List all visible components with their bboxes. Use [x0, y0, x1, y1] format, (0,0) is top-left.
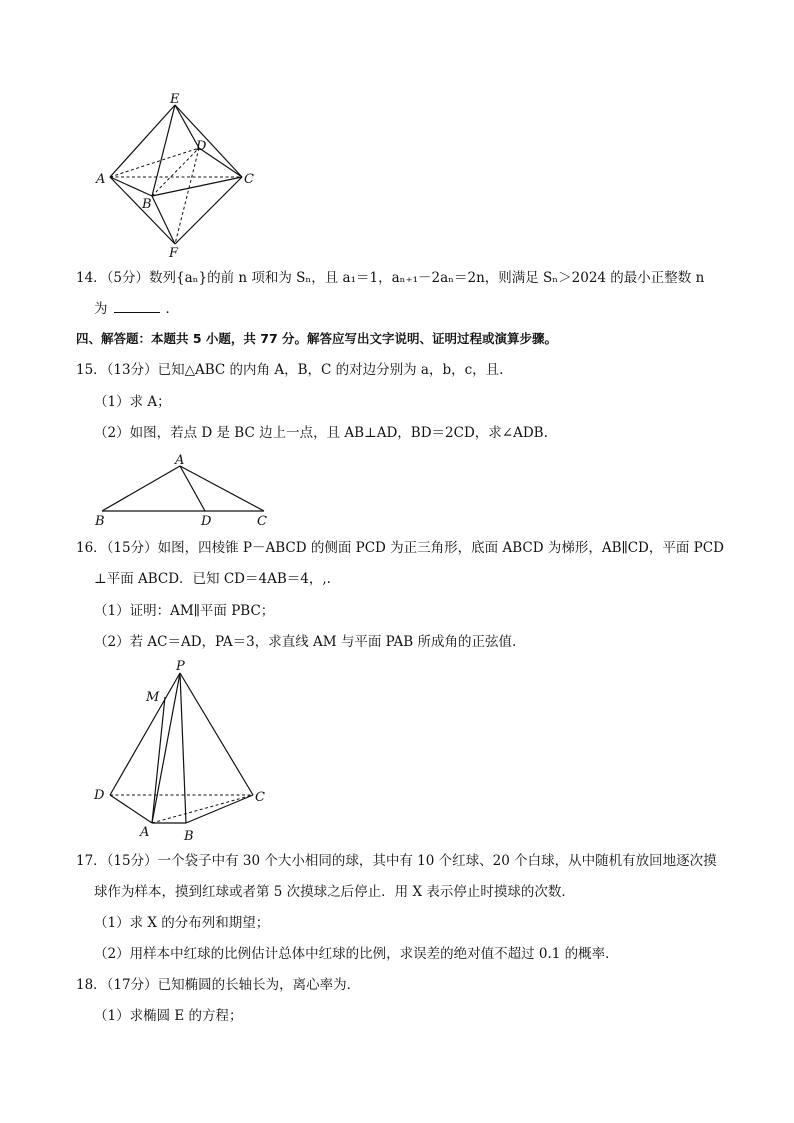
q14-line2 [94, 298, 179, 319]
octahedron-figure [90, 92, 260, 262]
octa-label-e: E [170, 92, 180, 107]
q16-stem-line1: 16．（15分）如图，四棱锥 P－ABCD 的侧面 PCD 为正三角形，底面 ABCD 为梯形，AB∥CD，平面 PCD [76, 540, 724, 556]
triangle-figure [92, 452, 277, 530]
q18-stem: 18．（17分）已知椭圆的长轴长为，离心率为． [76, 977, 361, 993]
q15-stem: 15．（13分）已知△ABC 的内角 A，B，C 的对边分别为 a，b，c，且. [76, 362, 504, 378]
tri-label-c: C [257, 514, 267, 529]
q15-part2: （2）如图，若点 D 是 BC 边上一点，且 AB⊥AD，BD＝2CD，求∠ADB. [94, 425, 548, 441]
octa-label-b: B [142, 197, 152, 212]
pyr-label-c: C [255, 790, 265, 805]
pyr-label-m: M [146, 690, 160, 705]
octa-label-d: D [196, 139, 207, 154]
q16-part1: （1）证明：AM∥平面 PBC； [94, 603, 275, 619]
pyramid-figure [90, 655, 275, 845]
pyr-label-b: B [184, 829, 194, 844]
octa-label-a: A [96, 172, 106, 187]
pyr-label-p: P [176, 659, 185, 674]
tri-label-a: A [175, 453, 185, 468]
section-header: 四、解答题：本题共 5 小题，共 77 分。解答应写出文字说明、证明过程或演算步骤。 [76, 331, 558, 346]
pyr-label-d: D [94, 788, 105, 803]
pyr-label-a: A [140, 825, 150, 840]
tri-label-d: D [201, 514, 212, 529]
q17-stem-line2: 球作为样本，摸到红球或者第 5 次摸球之后停止．用 X 表示停止时摸球的次数． [94, 884, 575, 900]
q17-part1: （1）求 X 的分布列和期望； [94, 915, 270, 931]
q17-stem-line1: 17．（15分）一个袋子中有 30 个大小相同的球，其中有 10 个红球、20 个白球，从中随机有放回地逐次摸 [76, 853, 717, 869]
q14-line1: 14．（5分）数列{aₙ}的前 n 项和为 Sₙ，且 a₁＝1，aₙ₊₁－2aₙ＝2n，则满足 Sₙ＞2024 的最小正整数 n [76, 270, 705, 286]
octa-label-c: C [244, 172, 254, 187]
q16-stem-line2: ⊥平面 ABCD．已知 CD＝4AB＝4，,. [94, 571, 331, 587]
q14-line2-prefix: 为 [94, 301, 108, 317]
q18-part1: （1）求椭圆 E 的方程； [94, 1008, 243, 1024]
q16-part2: （2）若 AC＝AD，PA＝3，求直线 AM 与平面 PAB 所成角的正弦值. [94, 634, 517, 650]
answer-blank [114, 298, 160, 313]
q15-part1: （1）求 A； [94, 394, 171, 410]
tri-label-b: B [95, 514, 105, 529]
q14-line2-suffix: ． [165, 301, 179, 317]
octa-label-f: F [169, 246, 179, 261]
q17-part2: （2）用样本中红球的比例估计总体中红球的比例，求误差的绝对值不超过 0.1 的概率． [94, 946, 619, 962]
